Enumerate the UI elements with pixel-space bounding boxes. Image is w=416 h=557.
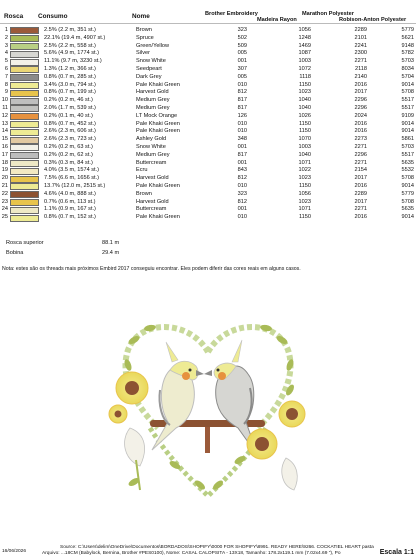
thread-name: Pale Khaki Green — [136, 183, 180, 190]
thread-consumption: 0.2% (0.2 m, 46 st.) — [44, 97, 93, 104]
thread-color-swatch — [10, 191, 39, 198]
thread-madeira-code: 1040 — [298, 97, 311, 104]
thread-madeira-code: 1040 — [298, 105, 311, 112]
thread-marathon-code: 2241 — [354, 42, 367, 49]
thread-swatch-cell — [10, 82, 40, 90]
thread-brother-code: 001 — [237, 206, 247, 213]
thread-marathon-code: 2300 — [354, 50, 367, 57]
thread-row — [0, 89, 414, 97]
thread-marathon-code: 2016 — [354, 81, 367, 88]
thread-name: Brown — [136, 190, 152, 197]
thread-marathon-code: 2271 — [354, 144, 367, 151]
thread-robison-code: 5708 — [401, 198, 414, 205]
thread-swatch-cell — [10, 128, 40, 136]
thread-row — [0, 35, 414, 43]
thread-number: 8 — [4, 81, 8, 88]
thread-number: 20 — [1, 175, 8, 182]
thread-number: 10 — [1, 97, 8, 104]
thread-brother-code: 307 — [237, 66, 247, 73]
thread-marathon-code: 2296 — [354, 151, 367, 158]
footer-source: Source: C:\Users\delim\OneDrive\Documentos\BORDADOS\SHOPIFY\0000 FOR SHOPIFY\8991. READY HERE\9266. COCKATIEL HEART pasta — [60, 545, 374, 550]
thread-swatch-cell — [10, 74, 40, 82]
thread-marathon-code: 2289 — [354, 190, 367, 197]
thread-name: Snow White — [136, 58, 166, 65]
thread-color-swatch — [10, 59, 39, 66]
thread-robison-code: 5621 — [401, 34, 414, 41]
thread-consumption: 3.4% (3.0 m, 794 st.) — [44, 81, 96, 88]
footer-date: 16/06/2026 — [2, 549, 27, 554]
thread-marathon-code: 2271 — [354, 58, 367, 65]
thread-madeira-code: 1022 — [298, 167, 311, 174]
thread-color-swatch — [10, 160, 39, 167]
thread-consumption: 11.1% (9.7 m, 3230 st.) — [44, 58, 102, 65]
thread-number: 6 — [4, 66, 8, 73]
thread-name: Pale Khaki Green — [136, 81, 180, 88]
thread-number: 17 — [1, 151, 8, 158]
thread-brother-code: 323 — [237, 27, 247, 34]
thread-row — [0, 191, 414, 199]
col-brother: Brother Embroidery — [205, 11, 258, 17]
thread-brother-code: 010 — [237, 183, 247, 190]
thread-number: 25 — [1, 214, 8, 221]
thread-name: Dark Grey — [136, 73, 162, 80]
col-consumo: Consumo — [38, 13, 68, 20]
thread-row — [0, 66, 414, 74]
thread-row — [0, 82, 414, 90]
thread-number: 11 — [2, 105, 8, 112]
thread-madeira-code: 1023 — [298, 89, 311, 96]
footer-info: Arquivo: ...18CM (Babylock, Bernina, Brother #PES0100), Nome: CASAL CALOPSITA - 13X18, Tamanho: 178.2x119.1 mm (7.02x4.69 "), Po — [42, 551, 341, 556]
thread-swatch-cell — [10, 35, 40, 43]
thread-row — [0, 27, 414, 35]
heart-wreath — [123, 324, 295, 496]
thread-swatch-cell — [10, 144, 40, 152]
thread-consumption: 0.2% (0.1 m, 40 st.) — [44, 112, 93, 119]
thread-robison-code: 5703 — [401, 144, 414, 151]
thread-row — [0, 183, 414, 191]
thread-consumption: 0.8% (0.7 m, 199 st.) — [44, 89, 96, 96]
thread-color-swatch — [10, 74, 39, 81]
thread-row — [0, 144, 414, 152]
thread-consumption: 4.0% (3.5 m, 1574 st.) — [44, 167, 100, 174]
thread-row — [0, 214, 414, 222]
summary-upper-label: Rosca superior — [6, 240, 44, 246]
thread-robison-code: 9148 — [401, 42, 414, 49]
col-nome: Nome — [132, 13, 150, 20]
thread-robison-code: 5704 — [401, 73, 414, 80]
thread-brother-code: 502 — [237, 34, 247, 41]
thread-row — [0, 167, 414, 175]
thread-swatch-cell — [10, 58, 40, 66]
thread-consumption: 0.8% (0.7 m, 285 st.) — [44, 73, 96, 80]
col-robison: Robison-Anton Polyester — [339, 17, 407, 23]
thread-marathon-code: 2017 — [354, 198, 367, 205]
thread-swatch-cell — [10, 27, 40, 35]
thread-robison-code: 9014 — [401, 120, 414, 127]
thread-robison-code: 8034 — [401, 66, 414, 73]
thread-consumption: 1.3% (1.2 m, 366 st.) — [44, 66, 96, 73]
thread-madeira-code: 1150 — [298, 214, 311, 221]
thread-name: Spruce — [136, 34, 154, 41]
thread-color-swatch — [10, 66, 39, 73]
thread-swatch-cell — [10, 191, 40, 199]
thread-consumption: 1.1% (0.9 m, 167 st.) — [44, 206, 96, 213]
thread-marathon-code: 2118 — [354, 66, 367, 73]
thread-consumption: 4.6% (4.0 m, 888 st.) — [44, 190, 96, 197]
thread-brother-code: 812 — [237, 198, 247, 205]
thread-marathon-code: 2016 — [354, 128, 367, 135]
white-flower-left — [125, 428, 145, 490]
thread-consumption: 0.2% (0.2 m, 62 st.) — [44, 151, 93, 158]
thread-swatch-cell — [10, 136, 40, 144]
thread-number: 12 — [1, 112, 8, 119]
thread-swatch-cell — [10, 50, 40, 58]
thread-swatch-cell — [10, 43, 40, 51]
thread-brother-code: 817 — [237, 105, 247, 112]
thread-marathon-code: 2271 — [354, 159, 367, 166]
thread-name: Medium Grey — [136, 97, 170, 104]
thread-consumption: 0.8% (0.7 m, 452 st.) — [44, 120, 96, 127]
thread-name: Buttercream — [136, 159, 167, 166]
thread-number: 14 — [1, 128, 8, 135]
thread-name: Silver — [136, 50, 150, 57]
thread-number: 3 — [4, 42, 8, 49]
thread-name: Medium Grey — [136, 105, 170, 112]
thread-row — [0, 58, 414, 66]
thread-name: LT Mock Orange — [136, 112, 178, 119]
thread-name: Medium Grey — [136, 151, 170, 158]
thread-number: 24 — [1, 206, 8, 213]
summary-bobbin-value: 29.4 m — [102, 250, 120, 256]
thread-brother-code: 323 — [237, 190, 247, 197]
thread-marathon-code: 2016 — [354, 214, 367, 221]
thread-robison-code: 5861 — [401, 136, 414, 143]
thread-marathon-code: 2101 — [354, 34, 367, 41]
thread-consumption: 0.2% (0.2 m, 63 st.) — [44, 144, 93, 151]
thread-swatch-cell — [10, 113, 40, 121]
thread-name: Ashley Gold — [136, 136, 167, 143]
thread-madeira-code: 1150 — [298, 81, 311, 88]
thread-robison-code: 5708 — [401, 89, 414, 96]
thread-marathon-code: 2140 — [354, 73, 367, 80]
thread-color-swatch — [10, 183, 39, 190]
thread-consumption: 2.5% (2.2 m, 351 st.) — [44, 27, 96, 34]
thread-number: 5 — [4, 58, 8, 65]
thread-madeira-code: 1118 — [299, 73, 311, 80]
thread-swatch-cell — [10, 206, 40, 214]
thread-consumption: 13.7% (12.0 m, 2515 st.) — [44, 183, 106, 190]
thread-robison-code: 5779 — [401, 27, 414, 34]
thread-robison-code: 5635 — [401, 159, 414, 166]
thread-row — [0, 152, 414, 160]
thread-number: 2 — [4, 34, 8, 41]
thread-robison-code: 9014 — [401, 128, 414, 135]
thread-madeira-code: 1087 — [298, 50, 311, 57]
thread-row — [0, 113, 414, 121]
thread-brother-code: 348 — [237, 136, 247, 143]
thread-madeira-code: 1056 — [298, 27, 311, 34]
thread-marathon-code: 2024 — [354, 112, 367, 119]
thread-madeira-code: 1040 — [298, 151, 311, 158]
thread-consumption: 0.7% (0.6 m, 113 st.) — [44, 198, 96, 205]
thread-brother-code: 509 — [237, 42, 247, 49]
thread-madeira-code: 1469 — [298, 42, 311, 49]
thread-color-swatch — [10, 35, 39, 42]
thread-name: Harvest Gold — [136, 89, 169, 96]
thread-madeira-code: 1150 — [298, 120, 311, 127]
header-rule — [0, 23, 416, 24]
thread-row — [0, 160, 414, 168]
thread-name: Snow White — [136, 144, 166, 151]
thread-note: Nota: estes são os threads mais próximos Embird 2017 conseguiu encontrar. Eles podem diferir das cores reais em alguns casos. — [2, 266, 301, 272]
thread-row — [0, 97, 414, 105]
thread-brother-code: 005 — [237, 50, 247, 57]
thread-number: 22 — [1, 190, 8, 197]
thread-row — [0, 128, 414, 136]
thread-madeira-code: 1056 — [298, 190, 311, 197]
embroidery-design — [0, 310, 416, 542]
thread-brother-code: 817 — [237, 151, 247, 158]
thread-swatch-cell — [10, 167, 40, 175]
thread-row — [0, 175, 414, 183]
cockatiel-left — [152, 342, 204, 450]
thread-robison-code: 5532 — [401, 167, 414, 174]
thread-brother-code: 010 — [237, 120, 247, 127]
thread-swatch-cell — [10, 214, 40, 222]
thread-consumption: 0.8% (0.7 m, 152 st.) — [44, 214, 96, 221]
thread-table — [0, 27, 414, 222]
thread-brother-code: 812 — [237, 175, 247, 182]
thread-color-swatch — [10, 176, 39, 183]
thread-brother-code: 001 — [237, 144, 247, 151]
thread-color-swatch — [10, 137, 39, 144]
thread-swatch-cell — [10, 105, 40, 113]
thread-brother-code: 010 — [237, 128, 247, 135]
thread-brother-code: 812 — [237, 89, 247, 96]
thread-robison-code: 5517 — [401, 97, 414, 104]
thread-swatch-cell — [10, 152, 40, 160]
thread-madeira-code: 1003 — [298, 144, 311, 151]
thread-consumption: 5.6% (4.9 m, 1774 st.) — [44, 50, 100, 57]
thread-name: Green/Yellow — [136, 42, 170, 49]
thread-name: Harvest Gold — [136, 198, 169, 205]
thread-marathon-code: 2296 — [354, 105, 367, 112]
col-rosca: Rosca — [4, 13, 24, 20]
thread-robison-code: 5517 — [401, 105, 414, 112]
thread-brother-code: 001 — [237, 58, 247, 65]
summary-bobbin-label: Bobina — [6, 250, 24, 256]
thread-color-swatch — [10, 152, 39, 159]
thread-robison-code: 5782 — [401, 50, 414, 57]
thread-name: Pale Khaki Green — [136, 214, 180, 221]
thread-color-swatch — [10, 199, 39, 206]
thread-color-swatch — [10, 51, 39, 58]
thread-marathon-code: 2271 — [354, 206, 367, 213]
thread-name: Ecru — [136, 167, 148, 174]
thread-color-swatch — [10, 144, 39, 151]
thread-number: 7 — [4, 73, 8, 80]
white-flower-right — [282, 458, 297, 490]
thread-swatch-cell — [10, 121, 40, 129]
thread-consumption: 2.5% (2.2 m, 558 st.) — [44, 42, 96, 49]
thread-number: 16 — [1, 144, 8, 151]
col-madeira: Madeira Rayon — [257, 17, 297, 23]
thread-robison-code: 5708 — [401, 175, 414, 182]
thread-madeira-code: 1072 — [298, 66, 311, 73]
thread-color-swatch — [10, 27, 39, 34]
thread-number: 23 — [1, 198, 8, 205]
thread-color-swatch — [10, 129, 39, 136]
thread-brother-code: 010 — [237, 81, 247, 88]
thread-name: Seedpeart — [136, 66, 162, 73]
thread-swatch-cell — [10, 66, 40, 74]
thread-row — [0, 199, 414, 207]
thread-number: 1 — [4, 27, 8, 34]
thread-madeira-code: 1071 — [298, 206, 311, 213]
thread-name: Harvest Gold — [136, 175, 169, 182]
thread-madeira-code: 1003 — [298, 58, 311, 65]
thread-color-swatch — [10, 90, 39, 97]
thread-color-swatch — [10, 121, 39, 128]
thread-name: Buttercream — [136, 206, 167, 213]
thread-brother-code: 010 — [237, 214, 247, 221]
thread-swatch-cell — [10, 97, 40, 105]
thread-row — [0, 74, 414, 82]
thread-color-swatch — [10, 82, 39, 89]
thread-robison-code: 5635 — [401, 206, 414, 213]
thread-madeira-code: 1026 — [298, 112, 311, 119]
thread-brother-code: 001 — [237, 159, 247, 166]
thread-color-swatch — [10, 43, 39, 50]
thread-consumption: 7.5% (6.6 m, 1656 st.) — [44, 175, 100, 182]
thread-row — [0, 206, 414, 214]
thread-madeira-code: 1023 — [298, 175, 311, 182]
scale-label: Escala 1:1 — [379, 549, 414, 556]
thread-robison-code: 5703 — [401, 58, 414, 65]
thread-robison-code: 5779 — [401, 190, 414, 197]
thread-row — [0, 105, 414, 113]
thread-robison-code: 9014 — [401, 214, 414, 221]
thread-brother-code: 843 — [237, 167, 247, 174]
thread-color-swatch — [10, 168, 39, 175]
thread-robison-code: 9014 — [401, 81, 414, 88]
thread-madeira-code: 1248 — [298, 34, 311, 41]
thread-name: Pale Khaki Green — [136, 128, 180, 135]
thread-number: 9 — [4, 89, 8, 96]
thread-marathon-code: 2016 — [354, 120, 367, 127]
thread-number: 15 — [1, 136, 8, 143]
sunflower-left — [109, 372, 148, 423]
thread-name: Brown — [136, 27, 152, 34]
thread-number: 4 — [4, 50, 8, 57]
thread-marathon-code: 2296 — [354, 97, 367, 104]
thread-name: Pale Khaki Green — [136, 120, 180, 127]
thread-swatch-cell — [10, 183, 40, 191]
thread-consumption: 2.6% (2.3 m, 723 st.) — [44, 136, 96, 143]
thread-brother-code: 817 — [237, 97, 247, 104]
thread-color-swatch — [10, 105, 39, 112]
thread-consumption: 2.0% (1.7 m, 539 st.) — [44, 105, 96, 112]
thread-swatch-cell — [10, 175, 40, 183]
thread-robison-code: 9109 — [401, 112, 414, 119]
thread-madeira-code: 1070 — [298, 136, 311, 143]
thread-number: 19 — [1, 167, 8, 174]
thread-madeira-code: 1150 — [298, 183, 311, 190]
thread-consumption: 0.3% (0.3 m, 84 st.) — [44, 159, 93, 166]
thread-brother-code: 126 — [237, 112, 247, 119]
thread-marathon-code: 2017 — [354, 89, 367, 96]
thread-color-swatch — [10, 215, 39, 222]
thread-color-swatch — [10, 98, 39, 105]
thread-color-swatch — [10, 207, 39, 214]
summary-upper-value: 88.1 m — [102, 240, 120, 246]
thread-color-swatch — [10, 113, 39, 120]
thread-madeira-code: 1023 — [298, 198, 311, 205]
thread-number: 18 — [1, 159, 8, 166]
thread-marathon-code: 2273 — [354, 136, 367, 143]
thread-brother-code: 005 — [237, 73, 247, 80]
thread-number: 13 — [1, 120, 8, 127]
thread-swatch-cell — [10, 199, 40, 207]
thread-swatch-cell — [10, 89, 40, 97]
thread-consumption: 22.1% (19.4 m, 4907 st.) — [44, 34, 106, 41]
thread-marathon-code: 2289 — [354, 27, 367, 34]
thread-row — [0, 50, 414, 58]
thread-row — [0, 136, 414, 144]
thread-marathon-code: 2017 — [354, 175, 367, 182]
thread-madeira-code: 1071 — [298, 159, 311, 166]
col-marathon: Marathon Polyester — [302, 11, 354, 17]
thread-marathon-code: 2016 — [354, 183, 367, 190]
thread-row — [0, 43, 414, 51]
thread-robison-code: 5517 — [401, 151, 414, 158]
thread-number: 21 — [1, 183, 8, 190]
thread-marathon-code: 2154 — [354, 167, 367, 174]
thread-swatch-cell — [10, 160, 40, 168]
thread-madeira-code: 1150 — [298, 128, 311, 135]
thread-robison-code: 9014 — [401, 183, 414, 190]
thread-consumption: 2.6% (2.3 m, 606 st.) — [44, 128, 96, 135]
thread-row — [0, 121, 414, 129]
